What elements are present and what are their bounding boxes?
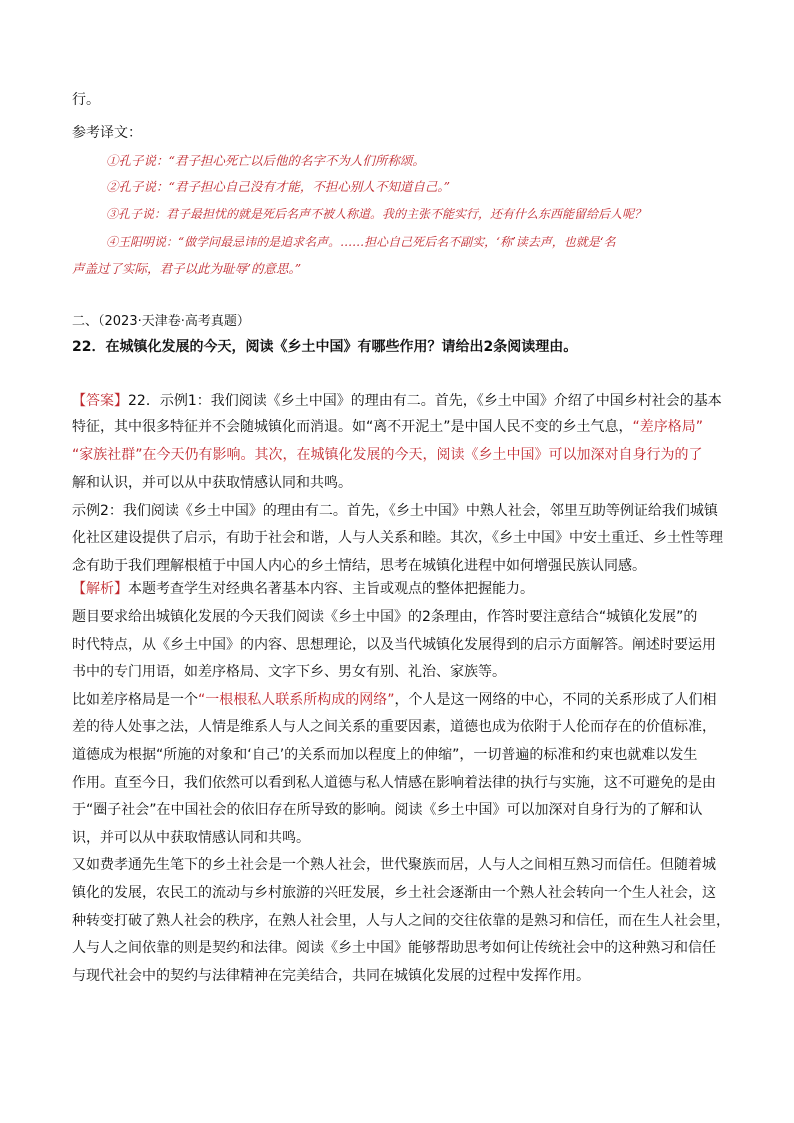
analysis-line-13: 种转变打破了熟人社会的秩序，在熟人社会里，人与人之间的交往依靠的是熟习和信任，而在生人社会里， — [72, 913, 730, 929]
analysis-tag: 【解析】 — [72, 581, 128, 597]
analysis-line-11: 又如费孝通先生笔下的乡土社会是一个熟人社会，世代聚族而居，人与人之间相互熟习而信任。但随着城 — [72, 857, 716, 873]
answer-text: 22．示例1：我们阅读《乡土中国》的理由有二。首先，《乡土中国》介绍了中国乡村社会的基本 — [128, 393, 722, 409]
analysis-line-7: 道德成为根据“所施的对象和‘自己’的关系而加以程度上的伸缩”，一切普遍的标准和约束也就难以发生 — [72, 747, 698, 763]
question-number: 22． — [72, 339, 106, 355]
answer-text: 特征，其中很多特征并不会随城镇化而消退。如“离不开泥土”是中国人民不变的乡土气息， — [72, 419, 633, 435]
continuation-text: 行。 — [72, 92, 100, 108]
item-text: 君子最担忧的就是死后名声不被人称道。我的主张不能实行，还有什么东西能留给后人呢？ — [166, 207, 647, 221]
reference-translation-title: 参考译文： — [72, 125, 142, 141]
item-number: ② — [106, 179, 119, 194]
analysis-line-12: 镇化的发展，农民工的流动与乡村旅游的兴旺发展，乡土社会逐渐由一个熟人社会转向一个生人社会，这 — [72, 885, 716, 901]
item-number: ① — [106, 153, 119, 168]
analysis-line-2: 题目要求给出城镇化发展的今天我们阅读《乡土中国》的2条理由，作答时要注意结合“城镇化发展”的 — [72, 609, 698, 625]
analysis-line-8: 作用。直至今日，我们依然可以看到私人道德与私人情感在影响着法律的执行与实施，这不可避免的是由 — [72, 775, 716, 791]
item-number: ④ — [106, 235, 119, 249]
answer-line-1 — [72, 392, 722, 410]
item-text: “君子担心死亡以后他的名字不为人们所称颂。 — [168, 153, 425, 168]
item-lead: 孔子说： — [118, 207, 167, 221]
answer-line-2 — [72, 418, 703, 436]
answer-line-3 — [72, 446, 703, 464]
section-label: 二、（2023·天津卷·高考真题） — [72, 314, 250, 329]
item-lead: 孔子说： — [118, 153, 169, 168]
item-text: “做学问最忌讳的是追求名声。……担心自己死后名不副实，‘称’读去声，也就是‘名 — [178, 235, 616, 249]
analysis-line-3: 时代特点，从《乡土中国》的内容、思想理论，以及当代城镇化发展得到的启示方面解答。阐述时要运用 — [72, 637, 716, 653]
analysis-text: ，个人是这一网络的中心，不同的关系形成了人们相 — [394, 692, 717, 708]
translation-item-4 — [106, 233, 616, 251]
answer-highlight: “家族社群” — [72, 447, 143, 463]
analysis-quote: “一根根私人联系所构成的网络” — [198, 692, 395, 708]
question-text: 在城镇化发展的今天，阅读《乡土中国》有哪些作用？请给出2条阅读理由。 — [105, 339, 578, 355]
item-lead: 孔子说： — [118, 179, 169, 194]
translation-item-2 — [106, 178, 450, 196]
translation-item-3 — [106, 205, 646, 223]
item-number: ③ — [106, 207, 119, 221]
analysis-line-5 — [72, 691, 717, 709]
translation-item-4-continued: 声盖过了实际，君子以此为耻辱’的意思。” — [72, 261, 302, 276]
item-text: “君子担心自己没有才能，不担心别人不知道自己。” — [168, 179, 451, 194]
answer-line-5: 示例2：我们阅读《乡土中国》的理由有二。首先，《乡土中国》中熟人社会，邻里互助等例证给我们城镇 — [72, 503, 718, 519]
answer-line-4: 解和认识，并可以从中获取情感认同和共鸣。 — [72, 475, 352, 491]
answer-tag: 【答案】 — [72, 393, 128, 409]
analysis-line-1 — [72, 580, 534, 598]
item-lead: 王阳明说： — [118, 235, 179, 249]
analysis-line-15: 与现代社会中的契约与法律精神在完美结合，共同在城镇化发展的过程中发挥作用。 — [72, 968, 590, 984]
analysis-text: 本题考查学生对经典名著基本内容、主旨或观点的整体把握能力。 — [128, 581, 534, 597]
analysis-text: 比如差序格局是一个 — [72, 692, 198, 708]
analysis-line-9: 于“圈子社会”在中国社会的依旧存在所导致的影响。阅读《乡土中国》可以加深对自身行为的了解和认 — [72, 802, 703, 818]
analysis-line-10: 识，并可以从中获取情感认同和共鸣。 — [72, 830, 310, 846]
answer-text: 在今天仍有影响。其次，在城镇化发展的今天，阅读《乡土中国》可以加深对自身行为的了 — [142, 447, 703, 463]
question-22 — [72, 338, 577, 356]
analysis-line-4: 书中的专门用语，如差序格局、文字下乡、男女有别、礼治、家族等。 — [72, 664, 506, 680]
answer-line-6: 化社区建设提供了启示，有助于社会和谐，人与人关系和睦。其次，《乡土中国》中安土重迁、乡土性等理 — [72, 530, 723, 546]
answer-line-7: 念有助于我们理解根植于中国人内心的乡土情结，思考在城镇化进程中如何增强民族认同感。 — [72, 558, 646, 574]
analysis-line-6: 差的待人处事之法，人情是维系人与人之间关系的重要因素，道德也成为依附于人伦而存在的价值标准， — [72, 719, 716, 735]
translation-item-1 — [106, 152, 425, 170]
answer-highlight: “差序格局” — [632, 419, 704, 435]
analysis-line-14: 人与人之间依靠的则是契约和法律。阅读《乡土中国》能够帮助思考如何让传统社会中的这种熟习和信任 — [72, 940, 716, 956]
